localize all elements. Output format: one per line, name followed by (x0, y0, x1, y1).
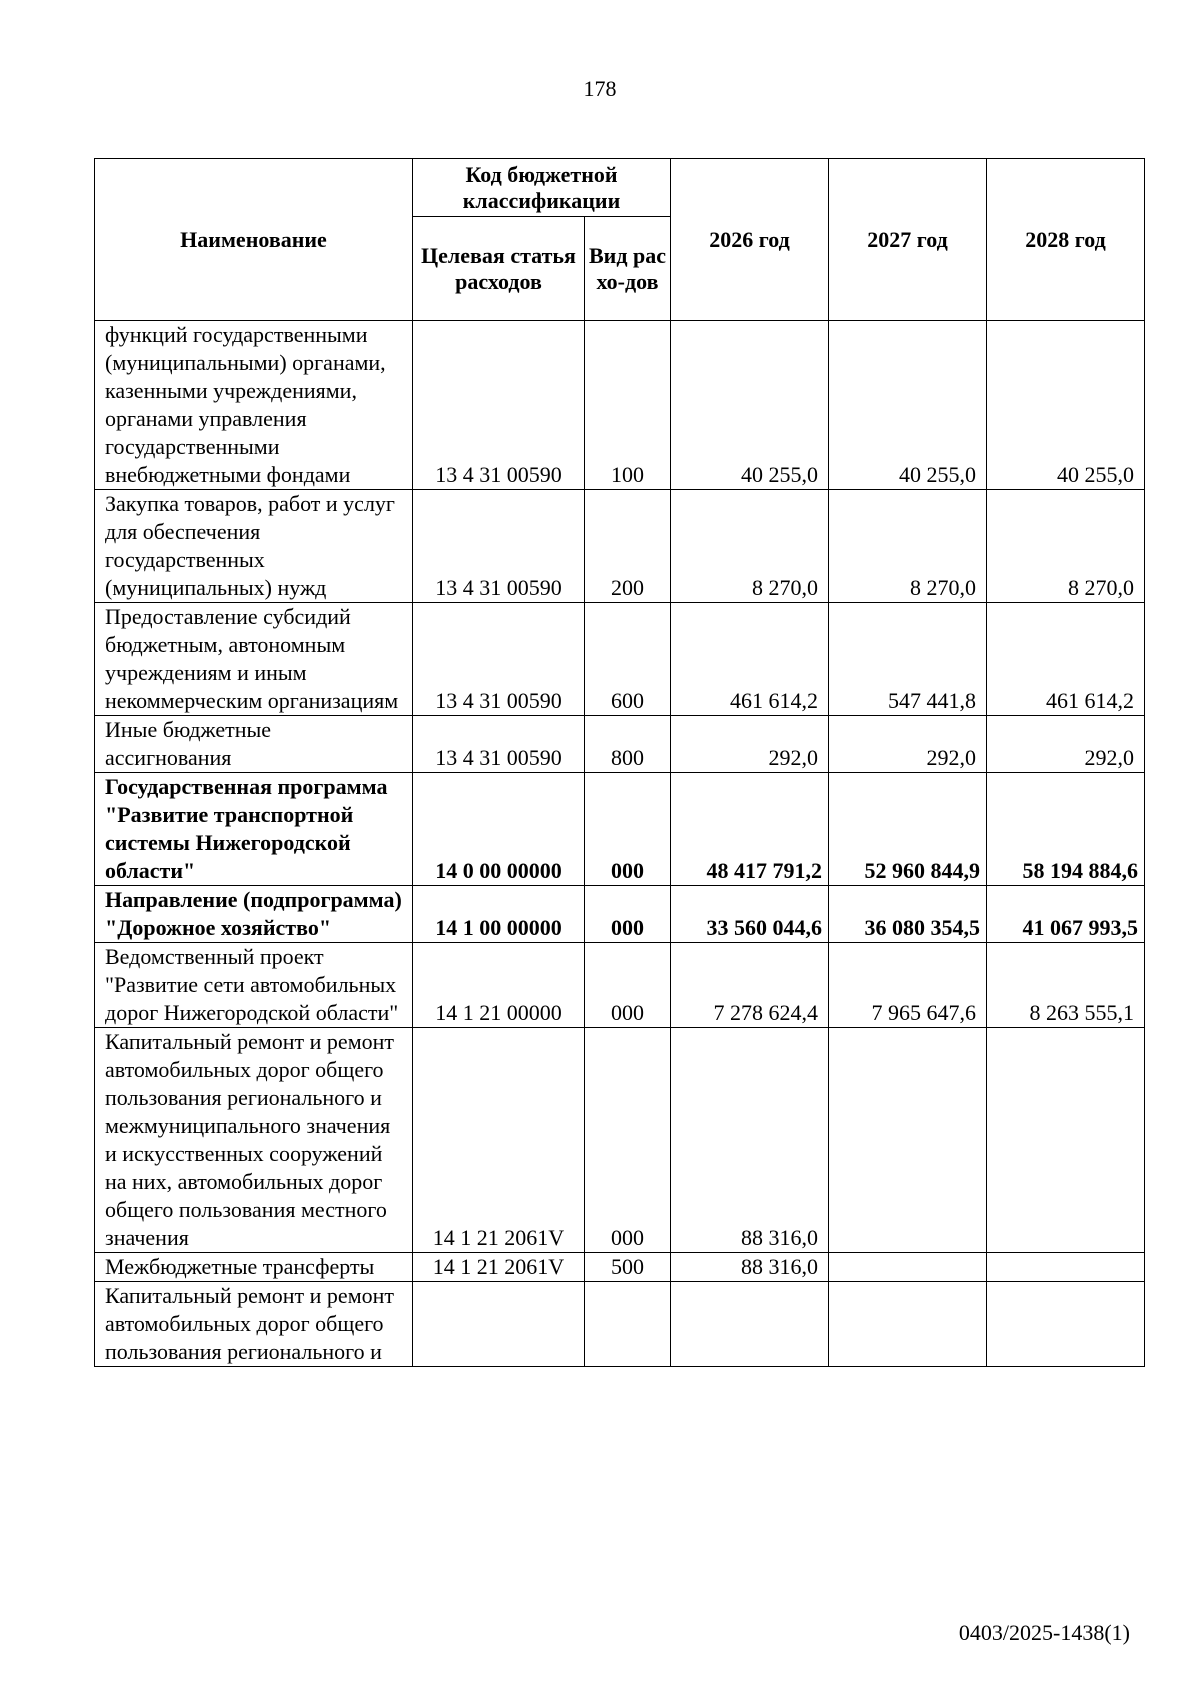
row-value-2027: 8 270,0 (829, 490, 987, 603)
row-value-2026: 8 270,0 (671, 490, 829, 603)
header-name: Наименование (95, 159, 413, 321)
row-code: 14 1 00 00000 (413, 886, 585, 943)
table-row (95, 490, 1145, 603)
table-row (95, 1028, 1145, 1253)
row-value-2028: 292,0 (987, 716, 1145, 773)
row-value-2026: 48 417 791,2 (671, 773, 829, 886)
row-kind: 800 (585, 716, 671, 773)
row-value-2027 (829, 1253, 987, 1282)
row-value-2028: 461 614,2 (987, 603, 1145, 716)
row-code: 14 1 21 2061V (413, 1028, 585, 1253)
row-code: 13 4 31 00590 (413, 321, 585, 490)
row-value-2026: 88 316,0 (671, 1253, 829, 1282)
row-value-2027: 52 960 844,9 (829, 773, 987, 886)
row-value-2026: 33 560 044,6 (671, 886, 829, 943)
table-row (95, 773, 1145, 886)
budget-table (94, 158, 1145, 1367)
row-code: 13 4 31 00590 (413, 716, 585, 773)
row-name: Ведомственный проект "Развитие сети автомобильных дорог Нижегородской области" (95, 943, 413, 1028)
row-value-2027: 7 965 647,6 (829, 943, 987, 1028)
table-row (95, 716, 1145, 773)
table-row (95, 321, 1145, 490)
header-year-2028: 2028 год (987, 159, 1145, 321)
row-kind: 200 (585, 490, 671, 603)
row-value-2027: 40 255,0 (829, 321, 987, 490)
row-kind (585, 1282, 671, 1367)
row-kind: 500 (585, 1253, 671, 1282)
row-kind: 000 (585, 886, 671, 943)
row-value-2028: 8 263 555,1 (987, 943, 1145, 1028)
document-registration-code: 0403/2025-1438(1) (958, 1620, 1130, 1645)
row-code: 14 1 21 00000 (413, 943, 585, 1028)
row-code: 13 4 31 00590 (413, 603, 585, 716)
row-code: 13 4 31 00590 (413, 490, 585, 603)
row-name: функций государственными (муниципальными) органами, казенными учреждениями, органами управления государственными внебюджетными фондами (95, 321, 413, 490)
row-value-2028: 58 194 884,6 (987, 773, 1145, 886)
row-value-2027: 36 080 354,5 (829, 886, 987, 943)
header-code-group: Код бюджетной классификации (413, 159, 671, 217)
row-kind: 000 (585, 1028, 671, 1253)
row-kind: 000 (585, 773, 671, 886)
row-kind: 600 (585, 603, 671, 716)
row-name: Капитальный ремонт и ремонт автомобильных дорог общего пользования регионального и межмуниципального значения и искусственных сооружений на них, автомобильных дорог общего пользования местного значения (95, 1028, 413, 1253)
row-name: Капитальный ремонт и ремонт автомобильных дорог общего пользования регионального и (95, 1282, 413, 1367)
row-code: 14 1 21 2061V (413, 1253, 585, 1282)
row-name: Иные бюджетные ассигнования (95, 716, 413, 773)
header-year-2026: 2026 год (671, 159, 829, 321)
table-row (95, 1282, 1145, 1367)
row-value-2026: 40 255,0 (671, 321, 829, 490)
row-name: Направление (подпрограмма) "Дорожное хозяйство" (95, 886, 413, 943)
row-value-2026: 7 278 624,4 (671, 943, 829, 1028)
header-year-2027: 2027 год (829, 159, 987, 321)
row-value-2026: 88 316,0 (671, 1028, 829, 1253)
table-row (95, 1253, 1145, 1282)
row-value-2028 (987, 1282, 1145, 1367)
row-value-2028 (987, 1253, 1145, 1282)
row-value-2027: 292,0 (829, 716, 987, 773)
header-target-item: Целевая статья расходов (413, 217, 585, 321)
row-name: Предоставление субсидий бюджетным, автономным учреждениям и иным некоммерческим организациям (95, 603, 413, 716)
table-row (95, 886, 1145, 943)
row-value-2028: 41 067 993,5 (987, 886, 1145, 943)
row-value-2026 (671, 1282, 829, 1367)
table-row (95, 943, 1145, 1028)
row-value-2028 (987, 1028, 1145, 1253)
row-name: Закупка товаров, работ и услуг для обеспечения государственных (муниципальных) нужд (95, 490, 413, 603)
row-kind: 100 (585, 321, 671, 490)
row-code (413, 1282, 585, 1367)
page-number: 178 (583, 76, 617, 101)
row-code: 14 0 00 00000 (413, 773, 585, 886)
row-value-2026: 461 614,2 (671, 603, 829, 716)
row-value-2027 (829, 1282, 987, 1367)
row-value-2027: 547 441,8 (829, 603, 987, 716)
row-value-2027 (829, 1028, 987, 1253)
row-name: Межбюджетные трансферты (95, 1253, 413, 1282)
table-row (95, 603, 1145, 716)
row-value-2026: 292,0 (671, 716, 829, 773)
row-value-2028: 40 255,0 (987, 321, 1145, 490)
row-kind: 000 (585, 943, 671, 1028)
header-expense-type: Вид расхо-дов (585, 217, 671, 321)
row-value-2028: 8 270,0 (987, 490, 1145, 603)
row-name: Государственная программа "Развитие транспортной системы Нижегородской области" (95, 773, 413, 886)
